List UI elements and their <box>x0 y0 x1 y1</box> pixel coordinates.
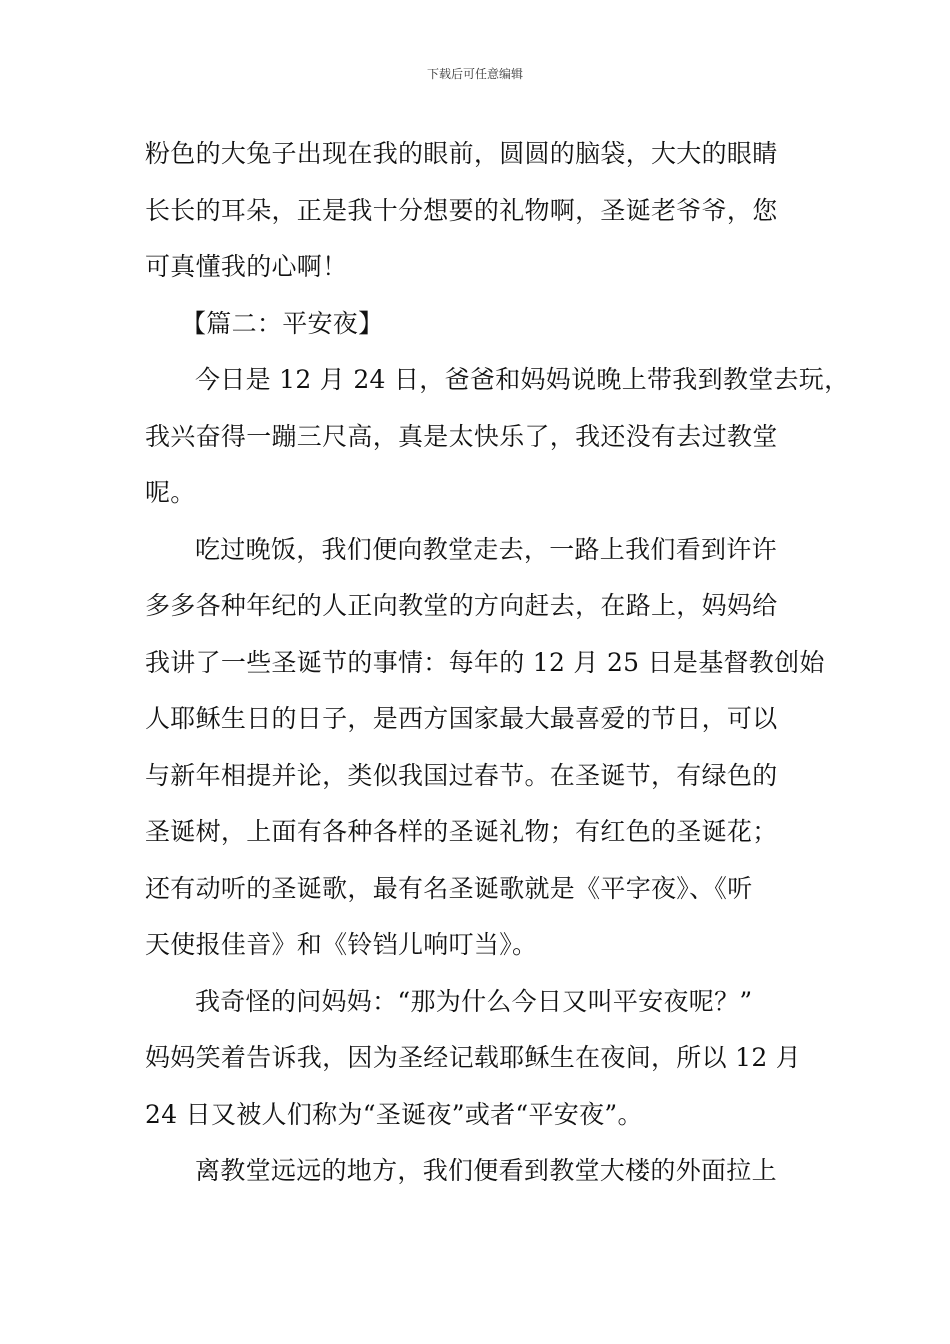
text-line: 还有动听的圣诞歌，最有名圣诞歌就是《平字夜》、《听 <box>145 873 753 903</box>
paragraph-start-line: 吃过晚饭，我们便向教堂走去，一路上我们看到许许 <box>195 534 777 564</box>
text-line: 与新年相提并论，类似我国过春节。在圣诞节，有绿色的 <box>145 760 778 790</box>
paragraph-start-line: 离教堂远远的地方，我们便看到教堂大楼的外面拉上 <box>195 1156 777 1185</box>
text-line: 我讲了一些圣诞节的事情：每年的 12 月 25 日是基督教创始 <box>145 647 825 677</box>
text-line: 多多各种年纪的人正向教堂的方向赶去，在路上，妈妈给 <box>145 591 778 620</box>
text-line: 24 日又被人们称为“圣诞夜”或者“平安夜”。 <box>145 1099 643 1129</box>
paragraph-start-line: 我奇怪的问妈妈：“那为什么今日又叫平安夜呢？” <box>195 986 753 1016</box>
section-heading: 【篇二：平安夜】 <box>181 308 384 338</box>
text-line: 长长的耳朵，正是我十分想要的礼物啊，圣诞老爷爷，您 <box>145 195 778 225</box>
text-line: 可真懂我的心啊！ <box>145 252 348 281</box>
text-line: 我兴奋得一蹦三尺高，真是太快乐了，我还没有去过教堂 <box>145 421 778 451</box>
text-line: 天使报佳音》和《铃铛儿响叮当》。 <box>145 930 538 959</box>
text-line: 人耶稣生日的日子，是西方国家最大最喜爱的节日，可以 <box>145 704 778 733</box>
text-line: 圣诞树，上面有各种各样的圣诞礼物；有红色的圣诞花； <box>145 817 778 846</box>
paragraph-start-line: 今日是 12 月 24 日，爸爸和妈妈说晚上带我到教堂去玩， <box>195 365 850 394</box>
text-line: 粉色的大兔子出现在我的眼前，圆圆的脑袋，大大的眼睛 <box>145 139 778 168</box>
text-line: 妈妈笑着告诉我，因为圣经记载耶稣生在夜间，所以 12 月 <box>145 1043 802 1072</box>
text-line: 呢。 <box>145 478 196 507</box>
page-header-note: 下载后可任意编辑 <box>426 67 523 81</box>
document-body <box>145 126 850 1200</box>
